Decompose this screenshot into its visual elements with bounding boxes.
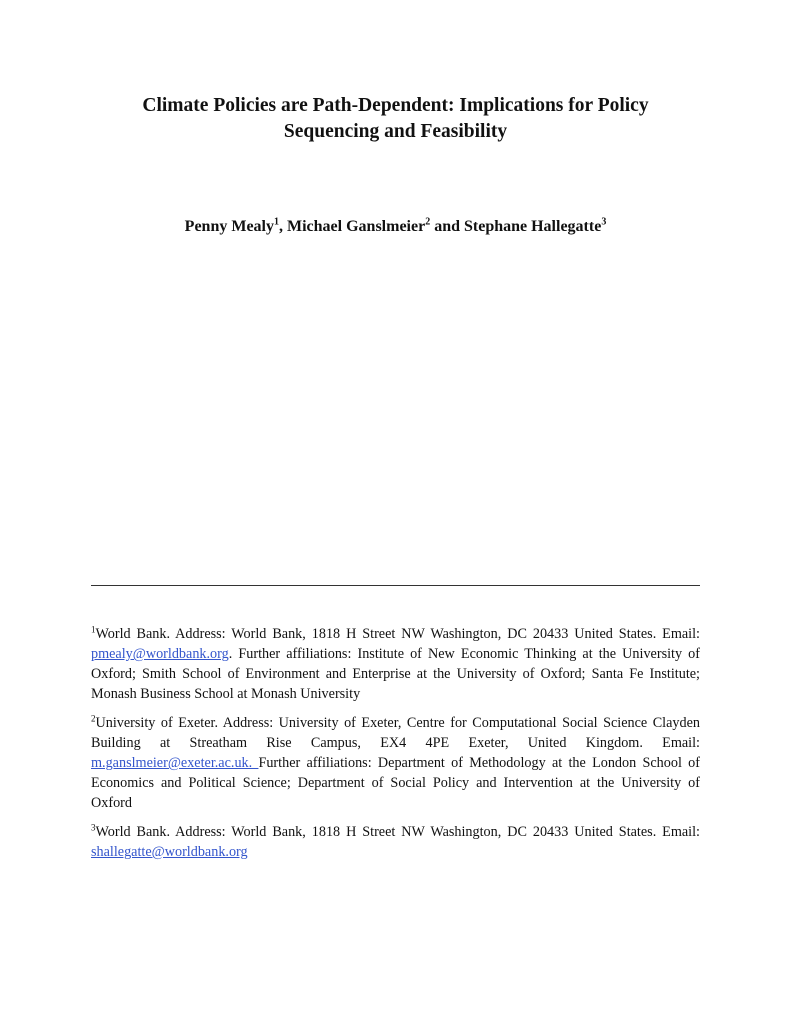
affiliation-mark: 1	[274, 216, 279, 228]
footnote-text: Further affiliations: Department of Methodology at the London School of Economics and Political Science; Department of Social Policy and Intervention at the University of Oxford	[91, 755, 700, 811]
email-link[interactable]: m.ganslmeier@exeter.ac.uk.	[91, 755, 259, 771]
author-name: Michael Ganslmeier	[287, 218, 426, 235]
footnote-mark: 2	[91, 713, 96, 724]
paper-title	[95, 93, 696, 145]
footnote-text: World Bank. Address: World Bank, 1818 H Street NW Washington, DC 20433 United States. Email:	[95, 824, 700, 840]
author-separator: and	[430, 218, 464, 235]
footnote-mark: 1	[91, 624, 96, 635]
title-line-1: Climate Policies are Path-Dependent: Implications for Policy	[142, 95, 649, 116]
footnote-2	[91, 713, 700, 813]
email-link[interactable]: shallegatte@worldbank.org	[91, 844, 248, 860]
author-list	[95, 215, 696, 239]
author-name: Penny Mealy	[184, 218, 274, 235]
footnote-text: . Further affiliations: Institute of New Economic Thinking at the University of Oxford; Smith School of Environment and Enterprise at the University of Oxford; Santa Fe Institute; Monash Business School at Monash University	[91, 646, 700, 702]
affiliation-mark: 3	[601, 216, 607, 228]
title-line-2: Sequencing and Feasibility	[283, 121, 508, 142]
author-name: Stephane Hallegatte	[463, 218, 602, 235]
affiliation-mark: 2	[425, 216, 431, 228]
email-link[interactable]: pmealy@worldbank.org	[91, 646, 229, 662]
footnote-1	[91, 624, 700, 704]
footnote-divider	[91, 585, 700, 586]
footnotes	[91, 624, 700, 871]
footnote-text: World Bank. Address: World Bank, 1818 H Street NW Washington, DC 20433 United States. Email:	[95, 626, 700, 642]
author-separator: ,	[279, 218, 287, 235]
footnote-mark: 3	[91, 822, 96, 833]
footnote-3	[91, 822, 700, 862]
footnote-text: University of Exeter. Address: University of Exeter, Centre for Computational Social Science Clayden Building at Streatham Rise Campus, EX4 4PE Exeter, United Kingdom. Email:	[91, 715, 700, 751]
